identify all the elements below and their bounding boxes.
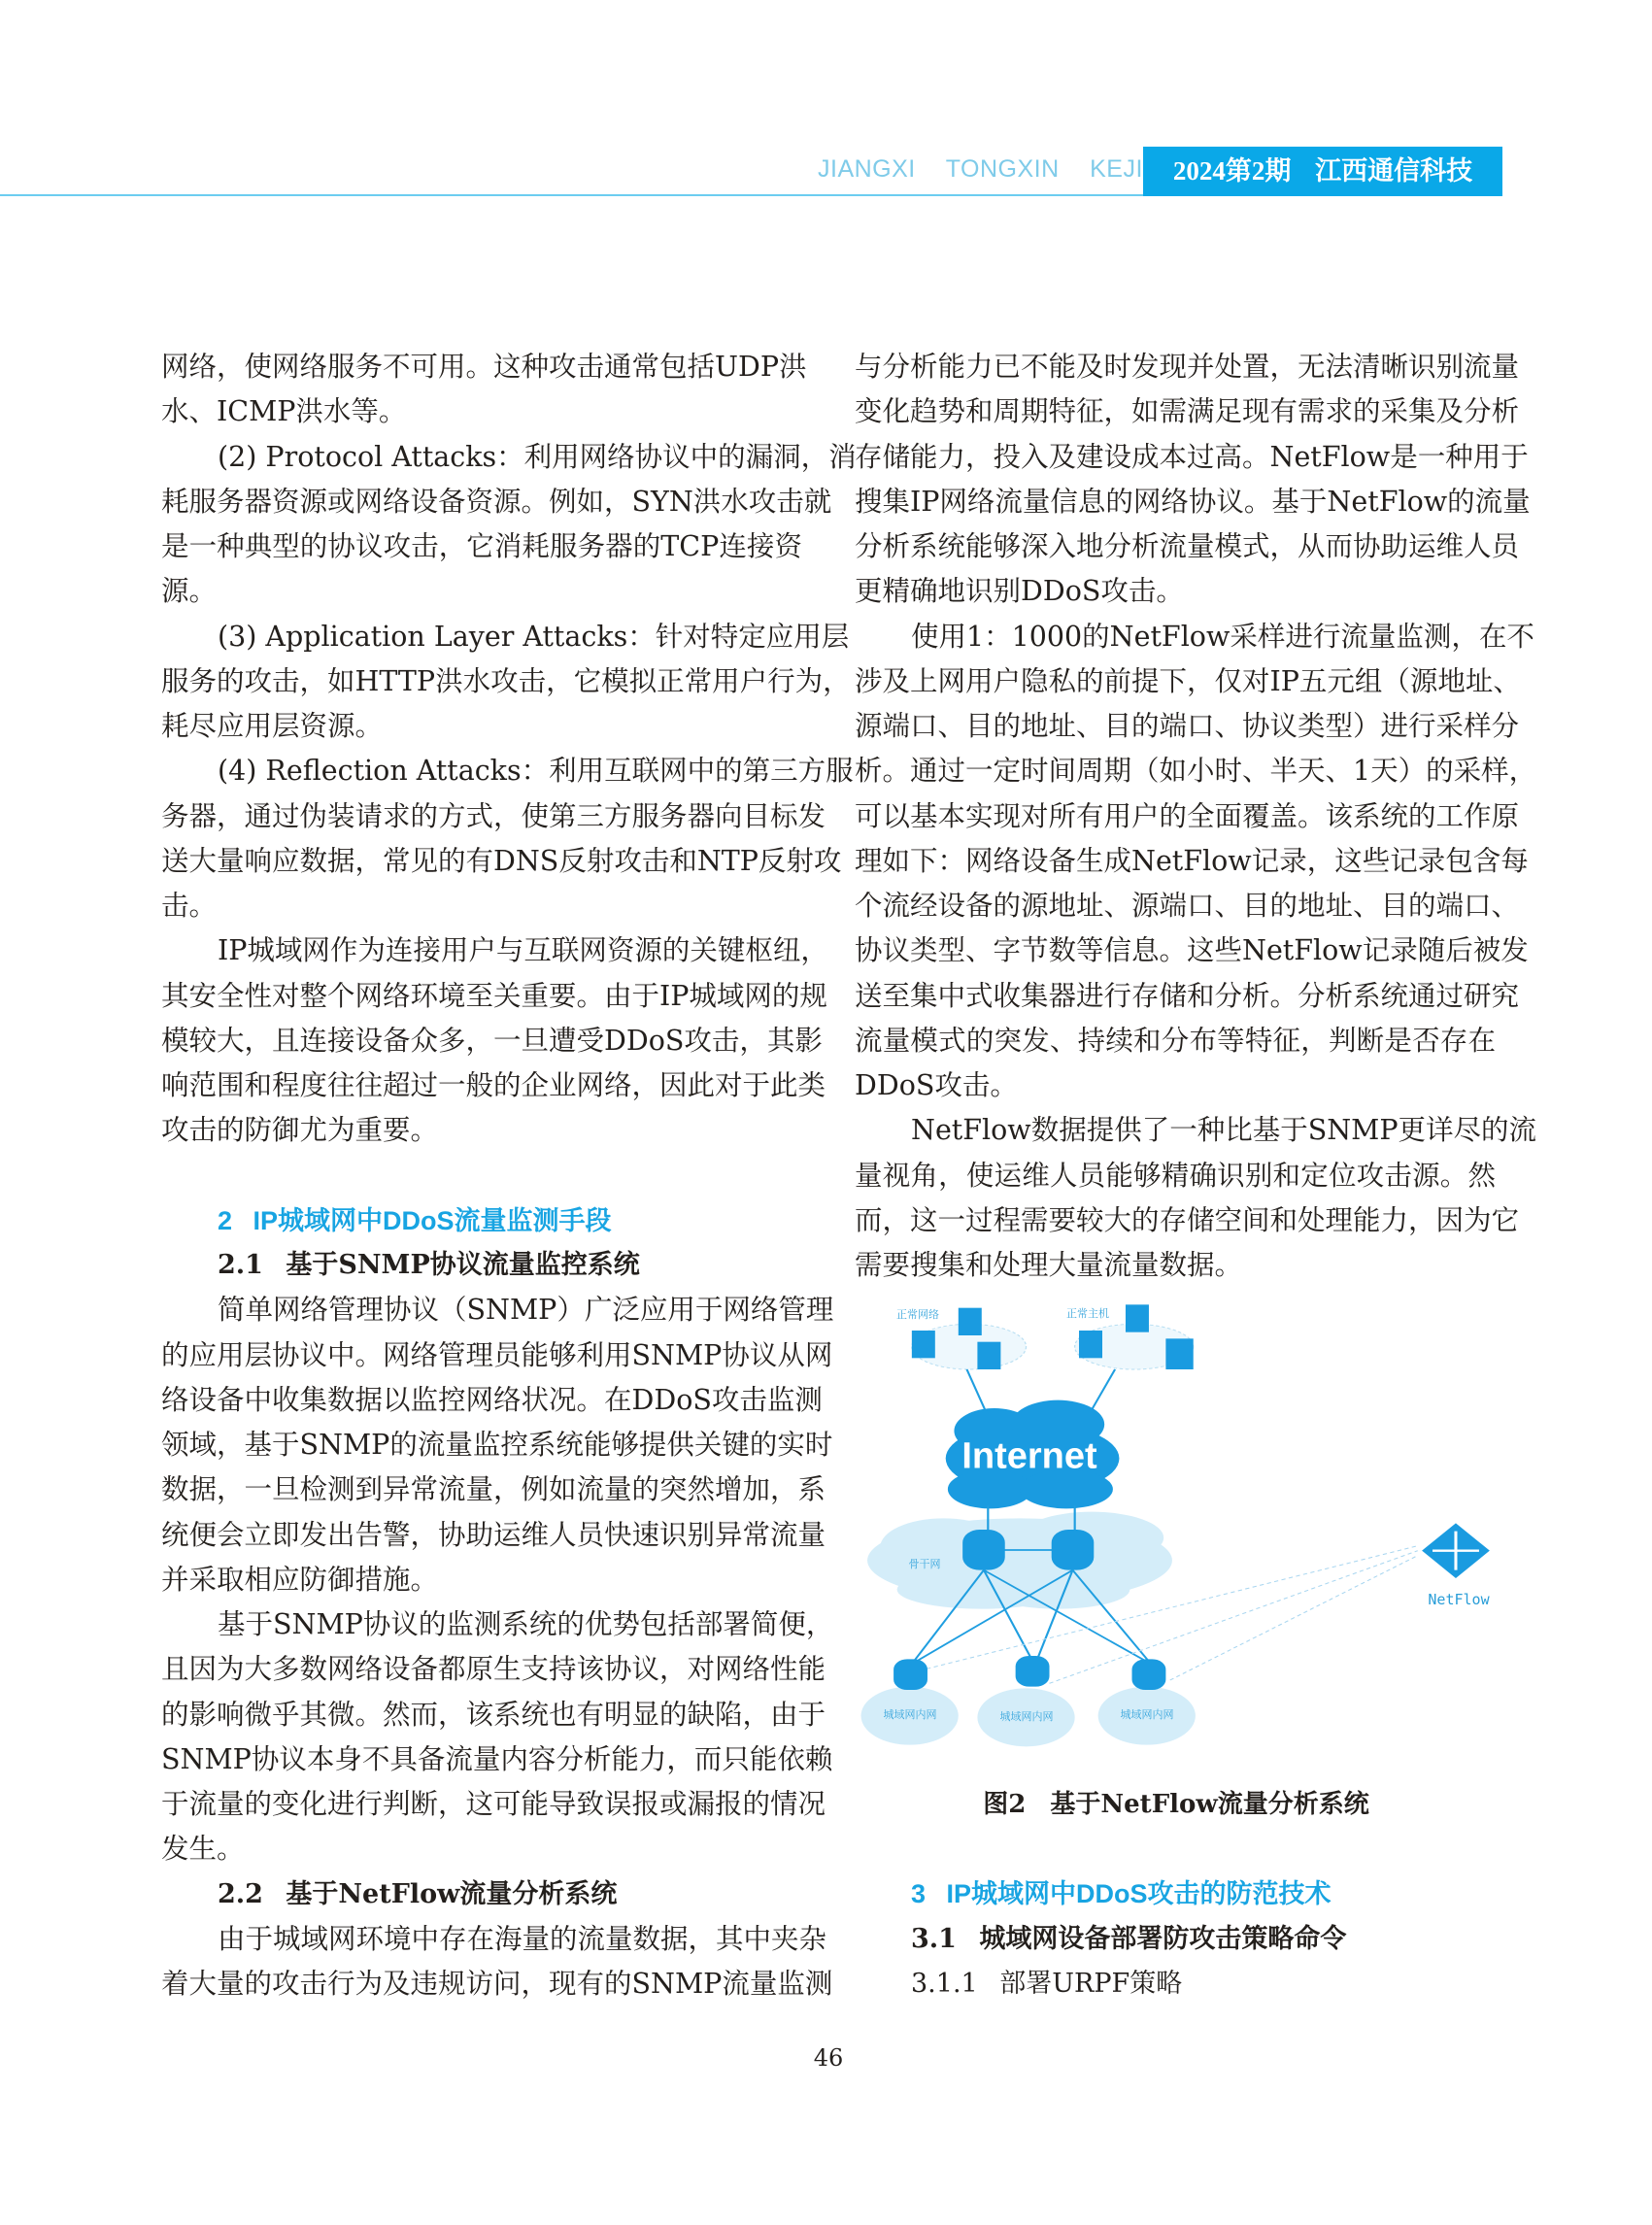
text-line: 网络，使网络服务不可用。这种攻击通常包括UDP洪 (161, 351, 807, 383)
text-line: 统便会立即发出告警，协助运维人员快速识别异常流量 (161, 1518, 826, 1551)
figure-netflow-system (855, 1282, 1515, 1768)
left-column (161, 345, 857, 2006)
text-line: 涉及上网用户隐私的前提下，仅对IP五元组（源地址、 (855, 664, 1521, 697)
journal-issue-banner: 2024第2期 江西通信科技 (1143, 147, 1502, 196)
text-line: 源。 (161, 575, 218, 608)
text-line: 耗尽应用层资源。 (161, 710, 384, 742)
text-line: 可以基本实现对所有用户的全面覆盖。该系统的工作原 (855, 799, 1520, 832)
label-normal-host: 正常主机 (1066, 1307, 1109, 1320)
blank-line (161, 1154, 802, 1198)
router-icon (1052, 1530, 1095, 1570)
network-diagram (855, 1282, 1515, 1768)
subsection-heading: 2.2 基于NetFlow流量分析系统 (218, 1878, 618, 1909)
text-line: 源端口、目的地址、目的端口、协议类型）进行采样分 (855, 710, 1520, 742)
router-icon (1132, 1659, 1166, 1690)
text-line: (2) Protocol Attacks：利用网络协议中的漏洞，消 (218, 440, 857, 473)
figure-caption: 图2 基于NetFlow流量分析系统 (983, 1790, 1369, 1819)
text-line: DDoS攻击。 (855, 1069, 1018, 1101)
subsection-heading: 3.1.1 部署URPF策略 (911, 1968, 1183, 1999)
computer-icon (1079, 1331, 1102, 1358)
page-number: 46 (813, 2044, 844, 2072)
text-line: 个流经设备的源地址、源端口、目的地址、目的端口、 (855, 890, 1520, 922)
text-line: 简单网络管理协议（SNMP）广泛应用于网络管理 (218, 1294, 834, 1327)
text-line: 搜集IP网络流量信息的网络协议。基于NetFlow的流量 (855, 485, 1531, 518)
text-line: IP城域网作为连接用户与互联网资源的关键枢纽， (218, 934, 828, 967)
text-line: 分析系统能够深入地分析流量模式，从而协助运维人员 (855, 530, 1520, 562)
router-icon (893, 1659, 927, 1690)
server-icon (1165, 1338, 1193, 1369)
netflow-collector-icon (1422, 1523, 1490, 1578)
subsection-heading: 3.1 城域网设备部署防攻击策略命令 (911, 1923, 1347, 1954)
text-line: 并采取相应防御措施。 (161, 1563, 439, 1596)
text-line: 务器，通过伪装请求的方式，使第三方服务器向目标发 (161, 799, 826, 832)
text-line: 与分析能力已不能及时发现并处置，无法清晰识别流量 (855, 351, 1520, 383)
text-line: 于流量的变化进行判断，这可能导致误报或漏报的情况 (161, 1788, 826, 1820)
text-line: 耗服务器资源或网络设备资源。例如，SYN洪水攻击就 (161, 485, 832, 518)
text-line: 数据，一旦检测到异常流量，例如流量的突然增加，系 (161, 1473, 826, 1506)
text-line: 其安全性对整个网络环境至关重要。由于IP城域网的规 (161, 979, 827, 1012)
text-line: 且因为大多数网络设备都原生支持该协议，对网络性能 (161, 1653, 826, 1686)
metro-routers (893, 1656, 1165, 1690)
text-line: 着大量的攻击行为及违规访问，现有的SNMP流量监测 (161, 1968, 833, 2000)
journal-name-pinyin: JIANGXI TONGXIN KEJI (818, 155, 1143, 183)
subsection-heading: 2.1 基于SNMP协议流量监控系统 (218, 1250, 640, 1280)
label-netflow: NetFlow (1428, 1591, 1490, 1608)
router-icon (962, 1530, 1005, 1570)
text-line: 水、ICMP洪水等。 (161, 395, 407, 428)
router-icon (1016, 1656, 1050, 1687)
text-line: 攻击的防御尤为重要。 (161, 1114, 439, 1147)
text-line: 使用1：1000的NetFlow采样进行流量监测，在不 (911, 620, 1534, 653)
label-metro-intranet: 城域网内网 (999, 1710, 1054, 1723)
section-heading: 2 IP城域网中DDoS流量监测手段 (218, 1205, 612, 1235)
text-line: 更精确地识别DDoS攻击。 (855, 575, 1184, 608)
text-line: 响范围和程度往往超过一般的企业网络，因此对于此类 (161, 1069, 826, 1101)
text-line: 领域，基于SNMP的流量监控系统能够提供关键的实时 (161, 1429, 833, 1461)
text-line: (3) Application Layer Attacks：针对特定应用层 (218, 620, 850, 653)
right-column-section-3 (855, 1827, 1496, 2006)
label-internet: Internet (961, 1435, 1097, 1477)
text-line: 析。通过一定时间周期（如小时、半天、1天）的采样， (855, 755, 1537, 788)
label-metro-intranet: 城域网内网 (883, 1708, 937, 1721)
text-line: 发生。 (161, 1833, 245, 1866)
text-line: NetFlow数据提供了一种比基于SNMP更详尽的流 (911, 1114, 1537, 1147)
text-line: 基于SNMP协议的监测系统的优势包括部署简便， (218, 1608, 834, 1640)
label-normal-network: 正常网络 (896, 1308, 939, 1321)
label-backbone: 骨干网 (908, 1558, 941, 1570)
text-line: 流量模式的突发、持续和分布等特征，判断是否存在 (855, 1024, 1496, 1057)
text-line: 变化趋势和周期特征，如需满足现有需求的采集及分析 (855, 395, 1520, 428)
computer-icon (912, 1331, 935, 1358)
text-line: 是一种典型的协议攻击，它消耗服务器的TCP连接资 (161, 530, 802, 562)
text-line: 协议类型、字节数等信息。这些NetFlow记录随后被发 (855, 934, 1529, 967)
text-line: 送至集中式收集器进行存储和分析。分析系统通过研究 (855, 979, 1520, 1012)
text-line: 量视角，使运维人员能够精确识别和定位攻击源。然 (855, 1159, 1496, 1192)
text-line: 模较大，且连接设备众多，一旦遭受DDoS攻击，其影 (161, 1024, 823, 1057)
right-column (855, 345, 1537, 1288)
text-line: 的应用层协议中。网络管理员能够利用SNMP协议从网 (161, 1338, 833, 1371)
text-line: 击。 (161, 890, 218, 922)
text-line: 而，这一过程需要较大的存储空间和处理能力，因为它 (855, 1203, 1520, 1236)
blank-line (855, 1827, 1496, 1871)
text-line: 由于城域网环境中存在海量的流量数据，其中夹杂 (218, 1922, 827, 1955)
text-line: 理如下：网络设备生成NetFlow记录，这些记录包含每 (855, 844, 1529, 877)
computer-icon (1126, 1304, 1149, 1332)
text-line: SNMP协议本身不具备流量内容分析能力，而只能依赖 (161, 1742, 833, 1775)
text-line: 存储能力，投入及建设成本过高。NetFlow是一种用于 (855, 440, 1529, 473)
text-line: (4) Reflection Attacks：利用互联网中的第三方服 (218, 755, 854, 788)
computer-icon (959, 1308, 982, 1335)
text-line: 需要搜集和处理大量流量数据。 (855, 1249, 1243, 1281)
computer-icon (977, 1342, 1000, 1369)
section-heading: 3 IP城域网中DDoS攻击的防范技术 (911, 1879, 1332, 1909)
text-line: 服务的攻击，如HTTP洪水攻击，它模拟正常用户行为， (161, 664, 851, 697)
text-line: 的影响微乎其微。然而，该系统也有明显的缺陷，由于 (161, 1698, 826, 1731)
text-line: 络设备中收集数据以监控网络状况。在DDoS攻击监测 (161, 1383, 823, 1416)
label-metro-intranet: 城域网内网 (1120, 1708, 1174, 1721)
text-line: 送大量响应数据，常见的有DNS反射攻击和NTP反射攻 (161, 844, 842, 877)
